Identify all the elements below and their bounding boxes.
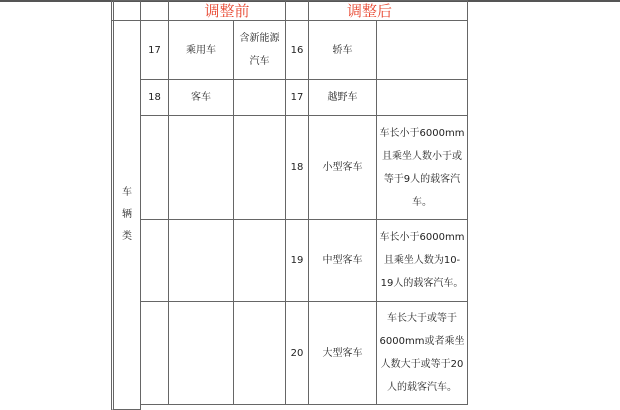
after-desc	[376, 79, 468, 116]
before-name: 客车	[168, 79, 234, 116]
empty-cell	[168, 115, 234, 220]
after-desc	[376, 20, 468, 80]
empty-cell	[168, 301, 234, 405]
header-empty-cell	[140, 0, 169, 21]
after-name: 小型客车	[308, 115, 377, 220]
after-no: 18	[285, 115, 309, 220]
after-name: 越野车	[308, 79, 377, 116]
empty-cell	[233, 115, 286, 220]
empty-cell	[233, 301, 286, 405]
category-cell	[111, 20, 141, 410]
after-desc: 车长小于6000mm且乘坐人数为10-19人的载客汽车。	[376, 219, 468, 302]
header-empty-cell	[285, 0, 309, 21]
before-no: 18	[140, 79, 169, 116]
after-no: 17	[285, 79, 309, 116]
empty-cell	[140, 301, 169, 405]
category-label: 车辆类	[122, 187, 132, 242]
after-name: 中型客车	[308, 219, 377, 302]
before-note	[233, 79, 286, 116]
header-after: 调整后	[347, 1, 393, 20]
empty-cell	[140, 115, 169, 220]
before-note: 含新能源汽车	[233, 20, 286, 80]
before-no: 17	[140, 20, 169, 80]
after-name: 轿车	[308, 20, 377, 80]
after-no: 19	[285, 219, 309, 302]
header-after-cell	[308, 0, 468, 21]
empty-cell	[168, 219, 234, 302]
after-no: 16	[285, 20, 309, 80]
after-desc: 车长大于或等于6000mm或者乘坐人数大于或等于20人的载客汽车。	[376, 301, 468, 405]
after-desc: 车长小于6000mm且乘坐人数小于或等于9人的载客汽车。	[376, 115, 468, 220]
after-no: 20	[285, 301, 309, 405]
empty-cell	[233, 219, 286, 302]
header-empty-cell	[111, 0, 141, 21]
header-before: 调整前	[204, 1, 250, 20]
header-before-cell	[168, 0, 286, 21]
empty-cell	[140, 219, 169, 302]
after-name: 大型客车	[308, 301, 377, 405]
before-name: 乘用车	[168, 20, 234, 80]
